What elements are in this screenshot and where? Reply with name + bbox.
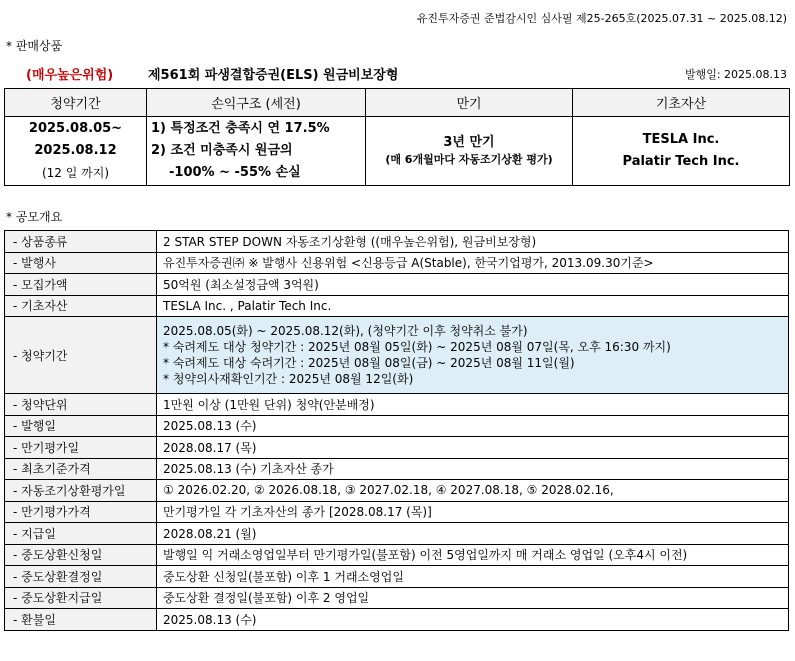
table-row [5, 480, 789, 502]
row-value: 중도상환 결정일(불포함) 이후 2 영업일 [157, 587, 789, 609]
row-value: 2025.08.13 (수) 기초자산 종가 [157, 458, 789, 480]
col-header-underlying: 기초자산 [573, 89, 790, 117]
row-label: - 중도상환지급일 [5, 587, 157, 609]
row-label: - 자동조기상환평가일 [5, 480, 157, 502]
table-row [5, 231, 789, 253]
row-label: - 모집가액 [5, 274, 157, 296]
period-start: 2025.08.05~ [28, 121, 123, 136]
table-row [5, 295, 789, 317]
row-label: - 만기평가가격 [5, 501, 157, 523]
underlying-asset-2: Palatir Tech Inc. [622, 154, 740, 169]
row-value: 발행일 익 거래소영업일부터 만기평가일(불포함) 이전 5영업일까지 매 거래소 영업일 (오후4시 이전) [157, 544, 789, 566]
summary-data-row [5, 117, 790, 186]
underlying-cell [573, 117, 790, 186]
subscription-line: * 숙려제도 대상 숙려기간 : 2025년 08월 08일(금) ~ 2025년 08월 11일(월) [163, 356, 575, 370]
payoff-condition-2: 2) 조건 미충족시 원금의 [151, 143, 293, 158]
row-value: 만기평가일 각 기초자산의 종가 [2028.08.17 (목)] [157, 501, 789, 523]
table-row [5, 252, 789, 274]
row-label: - 상품종류 [5, 231, 157, 253]
summary-table [4, 88, 790, 186]
col-header-maturity: 만기 [366, 89, 573, 117]
section-label-sales: * 판매상품 [6, 39, 63, 53]
period-end: 2025.08.12 [34, 143, 117, 158]
section-label-overview: * 공모개요 [6, 210, 63, 224]
row-label: - 중도상환결정일 [5, 566, 157, 588]
table-row [5, 609, 789, 631]
period-note: (12 일 까지) [41, 166, 110, 180]
table-row [5, 317, 789, 394]
overview-table [4, 230, 789, 631]
row-label: - 최초기준가격 [5, 458, 157, 480]
table-row [5, 544, 789, 566]
row-label: - 발행일 [5, 415, 157, 437]
row-value: 2025.08.13 (수) [157, 609, 789, 631]
row-label: - 만기평가일 [5, 437, 157, 459]
payoff-structure-cell [147, 117, 366, 186]
risk-badge: (매우높은위험) [26, 68, 114, 83]
subscription-period-cell [5, 117, 147, 186]
subscription-line: 2025.08.05(화) ~ 2025.08.12(화), (청약기간 이후 청약취소 불가) [163, 324, 528, 338]
row-value: 중도상환 신청일(불포함) 이후 1 거래소영업일 [157, 566, 789, 588]
row-label: - 청약단위 [5, 394, 157, 416]
subscription-line: * 숙려제도 대상 청약기간 : 2025년 08월 05일(화) ~ 2025년 08월 07일(목, 오후 16:30 까지) [163, 340, 671, 354]
table-row [5, 587, 789, 609]
table-row [5, 415, 789, 437]
row-value-subscription [157, 317, 789, 394]
table-row [5, 501, 789, 523]
payoff-loss-range: -100% ~ -55% 손실 [169, 165, 301, 180]
col-header-structure: 손익구조 (세전) [147, 89, 366, 117]
maturity-note: (매 6개월마다 자동조기상환 평가) [385, 153, 553, 166]
row-label: - 기초자산 [5, 295, 157, 317]
table-row [5, 566, 789, 588]
subscription-line: * 청약의사재확인기간 : 2025년 08월 12일(화) [163, 372, 414, 386]
payoff-condition-1: 1) 특정조건 충족시 연 17.5% [151, 121, 330, 136]
row-label: - 발행사 [5, 252, 157, 274]
table-row [5, 523, 789, 545]
issue-date: 발행일: 2025.08.13 [684, 68, 787, 81]
row-label: - 환불일 [5, 609, 157, 631]
col-header-period: 청약기간 [5, 89, 147, 117]
product-title: 제561회 파생결합증권(ELS) 원금비보장형 [148, 68, 399, 83]
row-value: 2 STAR STEP DOWN 자동조기상환형 ((매우높은위험), 원금비보장형) [157, 231, 789, 253]
row-label: - 지급일 [5, 523, 157, 545]
row-value: ① 2026.02.20, ② 2026.08.18, ③ 2027.02.18, ④ 2027.08.18, ⑤ 2028.02.16, [157, 480, 789, 502]
row-value: 2028.08.17 (목) [157, 437, 789, 459]
table-row [5, 458, 789, 480]
row-value: 50억원 (최소설정금액 3억원) [157, 274, 789, 296]
row-value: 유진투자증권㈜ ※ 발행사 신용위험 <신용등급 A(Stable), 한국기업평가, 2013.09.30기준> [157, 252, 789, 274]
row-value: 2028.08.21 (월) [157, 523, 789, 545]
compliance-reference: 유진투자증권 준법감시인 심사필 제25-265호(2025.07.31 ~ 2025.08.12) [416, 12, 787, 25]
underlying-asset-1: TESLA Inc. [642, 132, 720, 147]
row-label: - 중도상환신청일 [5, 544, 157, 566]
row-value: 2025.08.13 (수) [157, 415, 789, 437]
table-row [5, 274, 789, 296]
row-value: TESLA Inc. , Palatir Tech Inc. [157, 295, 789, 317]
maturity-term: 3년 만기 [443, 135, 495, 150]
table-row [5, 437, 789, 459]
summary-header-row [5, 89, 790, 117]
table-row [5, 394, 789, 416]
row-label: - 청약기간 [5, 317, 157, 394]
row-value: 1만원 이상 (1만원 단위) 청약(안분배정) [157, 394, 789, 416]
maturity-cell [366, 117, 573, 186]
